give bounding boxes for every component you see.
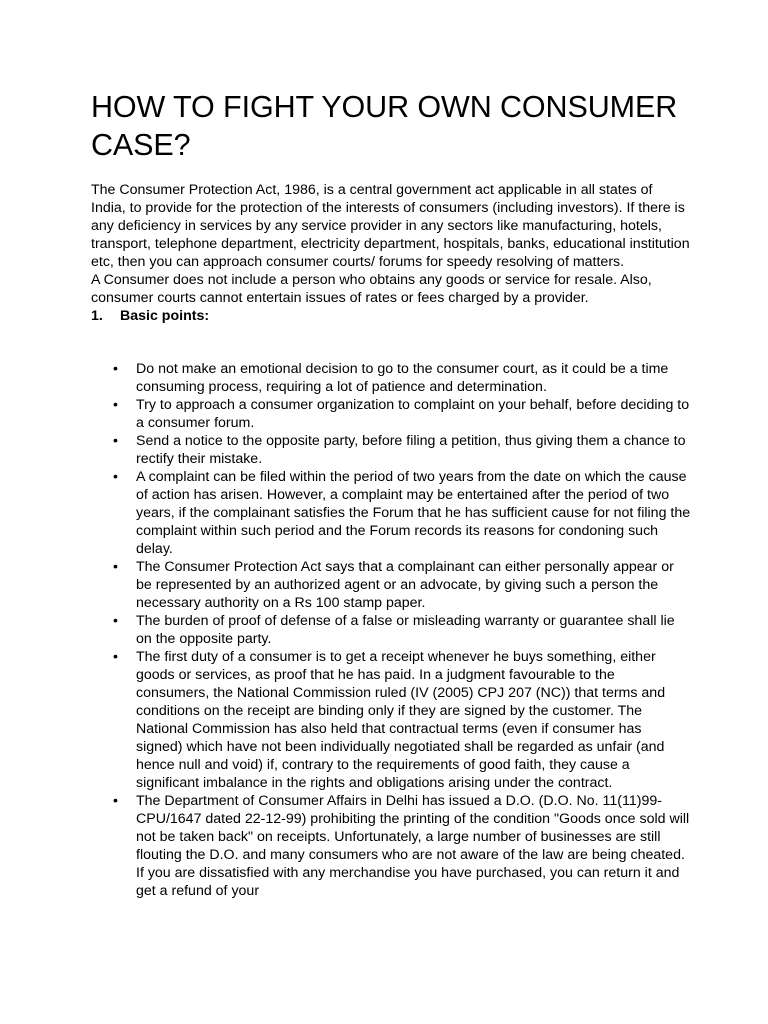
list-item	[91, 360, 691, 396]
list-item-text: The first duty of a consumer is to get a receipt whenever he buys something, either goods or services, as proof that he has paid. In a judgment favourable to the consumers, the National Commission ruled (IV (2005) CPJ 207 (NC)) that terms and conditions on the receipt are binding only if they are signed by the customer. The National Commission has also held that contractual terms (even if consumer has signed) which have not been individually negotiated shall be regarded as unfair (and hence null and void) if, contrary to the requirements of good faith, they cause a significant imbalance in the rights and obligations arising under the contract.	[136, 649, 666, 791]
intro-paragraph: The Consumer Protection Act, 1986, is a central government act applicable in all states of India, to provide for the protection of the interests of consumers (including investors). If there is any deficiency in services by any service provider in any sectors like manufacturing, hotels, transport, telephone department, electricity department, hospitals, banks, educational institution etc, then you can approach consumer courts/ forums for speedy resolving of matters.	[91, 182, 690, 270]
document-title	[91, 88, 711, 164]
bullet-icon: •	[113, 559, 118, 575]
list-item	[91, 612, 691, 648]
list-item-text: The Consumer Protection Act says that a complainant can either personally appear or be represented by an authorized agent or an advocate, by giving such a person the necessary authority on a Rs 100 stamp paper.	[136, 559, 674, 611]
section-heading	[91, 307, 691, 325]
list-item-text: The burden of proof of defense of a false or misleading warranty or guarantee shall lie on the opposite party.	[136, 613, 675, 647]
list-item-text: Try to approach a consumer organization to complaint on your behalf, before deciding to a consumer forum.	[136, 397, 690, 431]
list-item	[91, 558, 691, 612]
list-item-text: Send a notice to the opposite party, before filing a petition, thus giving them a chance to rectify their mistake.	[136, 433, 686, 467]
document-body	[91, 181, 691, 325]
list-item	[91, 468, 691, 558]
document-title-line-1: HOW TO FIGHT YOUR OWN CONSUMER	[91, 90, 678, 124]
bullet-icon: •	[113, 793, 118, 809]
list-item	[91, 648, 691, 792]
bullet-icon: •	[113, 433, 118, 449]
section-number: 1.	[91, 308, 103, 324]
bullet-icon: •	[113, 613, 118, 629]
list-item-text: The Department of Consumer Affairs in Delhi has issued a D.O. (D.O. No. 11(11)99- CPU/1647 dated 22-12-99) prohibiting the printing of the condition "Goods once sold will not be taken back" on receipts. Unfortunately, a large number of businesses are still flouting the D.O. and many consumers who are not aware of the law are being cheated. If you are dissatisfied with any merchandise you have purchased, you can return it and get a refund of your	[136, 793, 690, 899]
basic-points-list	[91, 360, 691, 900]
list-item-text: Do not make an emotional decision to go to the consumer court, as it could be a time consuming process, requiring a lot of patience and determination.	[136, 361, 669, 395]
bullet-icon: •	[113, 397, 118, 413]
list-item	[91, 396, 691, 432]
bullet-icon: •	[113, 361, 118, 377]
list-item	[91, 792, 691, 900]
section-heading-text: Basic points:	[120, 308, 210, 324]
list-item	[91, 432, 691, 468]
bullet-icon: •	[113, 469, 118, 485]
list-item-text: A complaint can be filed within the period of two years from the date on which the cause of action has arisen. However, a complaint may be entertained after the period of two years, if the complainant satisfies the Forum that he has sufficient cause for not filing the complaint within such period and the Forum records its reasons for condoning such delay.	[136, 469, 691, 557]
bullet-icon: •	[113, 649, 118, 665]
second-paragraph: A Consumer does not include a person who obtains any goods or service for resale. Also, consumer courts cannot entertain issues of rates or fees charged by a provider.	[91, 272, 652, 306]
document-title-line-2: CASE?	[91, 128, 191, 162]
